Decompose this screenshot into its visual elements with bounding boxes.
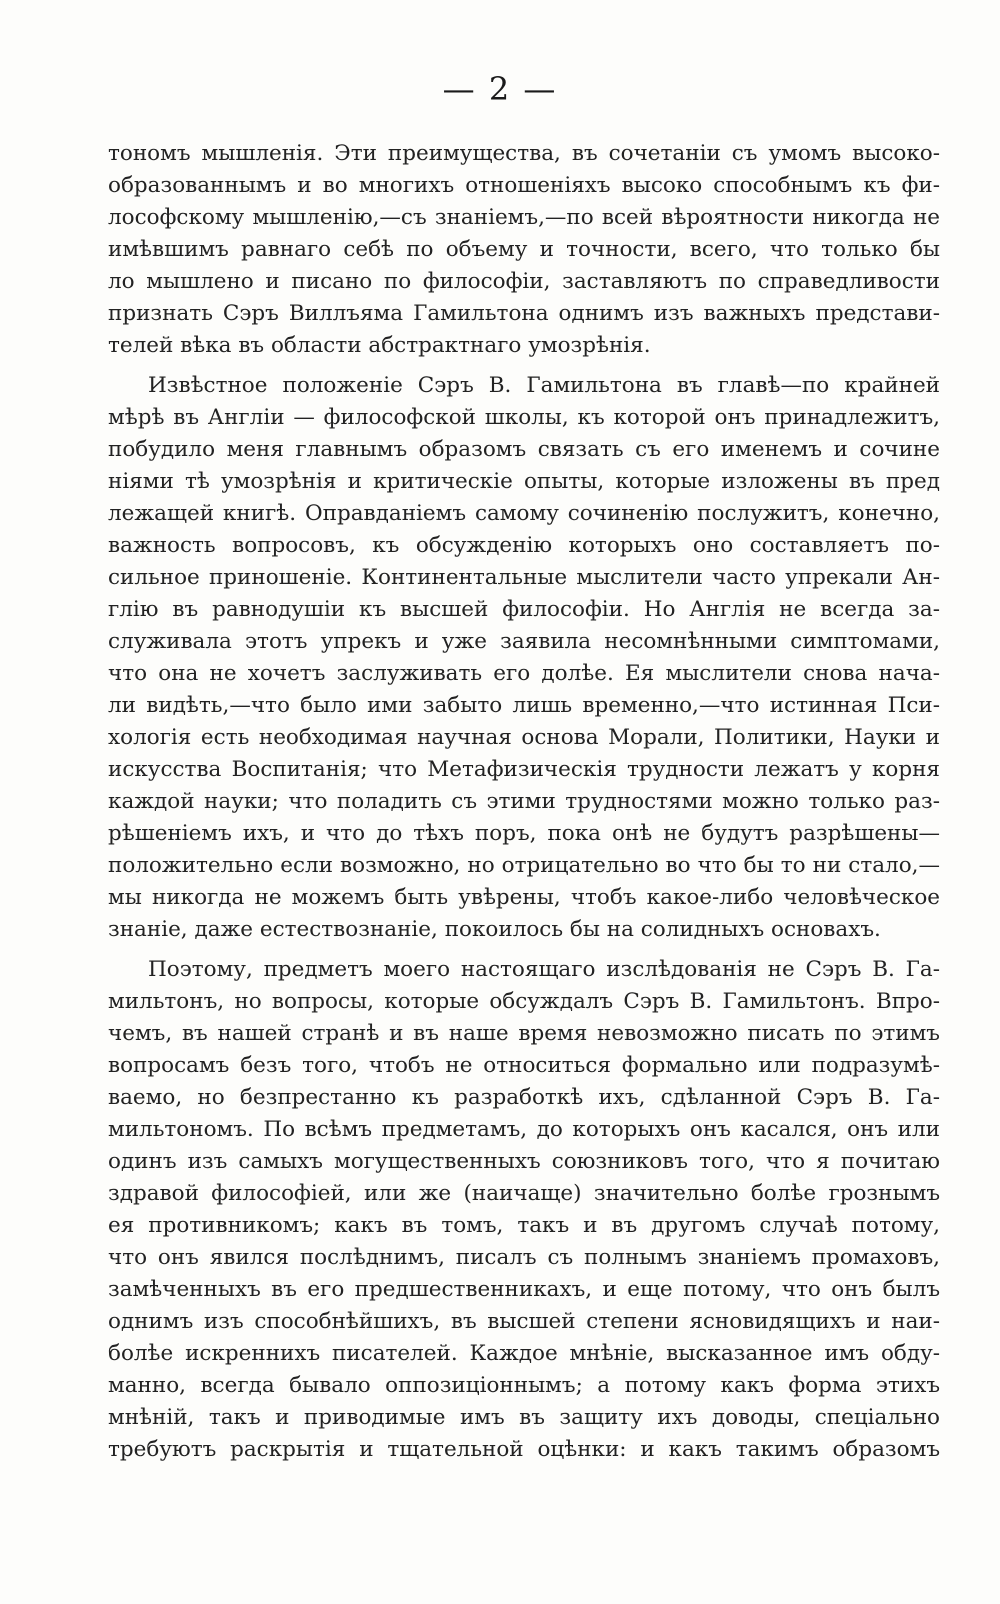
text-line: вопросамъ безъ того, чтобъ не относиться формально или подразумѣ- [108,1053,940,1078]
text-line: Поэтому, предметъ моего настоящаго изслѣдованія не Сэръ В. Га- [148,957,940,982]
text-line: каждой науки; что поладить съ этими трудностями можно только раз- [108,789,940,814]
text-line: мнѣній, такъ и приводимые имъ въ защиту ихъ доводы, спеціально [108,1405,940,1430]
paragraph-2 [108,370,940,946]
text-line: однимъ изъ способнѣйшихъ, въ высшей степени ясновидящихъ и наи- [108,1309,940,1334]
text-line: служивала этотъ упрекъ и уже заявила несомнѣнными симптомами, [108,629,940,654]
body-text [108,138,940,1466]
text-line: хологія есть необходимая научная основа Морали, Политики, Науки и [108,725,940,750]
text-line: важность вопросовъ, къ обсужденію которыхъ оно составляетъ по- [108,533,940,558]
text-line: ли видѣть,—что было ими забыто лишь временно,—что истинная Пси- [108,693,940,718]
text-line: ея противникомъ; какъ въ томъ, такъ и въ другомъ случаѣ потому, [108,1213,940,1238]
text-line: образованнымъ и во многихъ отношеніяхъ высоко способнымъ къ фи- [108,173,940,198]
text-line: положительно если возможно, но отрицательно во что бы то ни стало,— [108,853,940,878]
text-line: замѣченныхъ въ его предшественникахъ, и еще потому, что онъ былъ [108,1277,940,1302]
text-line: чемъ, въ нашей странѣ и въ наше время невозможно писать по этимъ [108,1021,940,1046]
text-line: что онъ явился послѣднимъ, писалъ съ полнымъ знаніемъ промаховъ, [108,1245,940,1270]
text-line: ваемо, но безпрестанно къ разработкѣ ихъ, сдѣланной Сэръ В. Га- [108,1085,940,1110]
text-line: болѣе искреннихъ писателей. Каждое мнѣніе, высказанное имъ обду- [108,1341,940,1366]
paragraph-3 [108,954,940,1466]
text-line: имѣвшимъ равнаго себѣ по объему и точности, всего, что только бы [108,237,940,262]
text-line: глію въ равнодушіи къ высшей философіи. Но Англія не всегда за- [108,597,940,622]
text-line: ніями тѣ умозрѣнія и критическіе опыты, которые изложены въ пред [108,469,940,494]
text-line: здравой философіей, или же (наичаще) значительно болѣе грознымъ [108,1181,940,1206]
text-line: телей вѣка въ области абстрактнаго умозрѣнія. [108,333,651,358]
text-line: Извѣстное положеніе Сэръ В. Гамильтона въ главѣ—по крайней [148,373,940,398]
text-line: лежащей книгѣ. Оправданіемъ самому сочиненію послужитъ, конечно, [108,501,940,526]
text-line: что она не хочетъ заслуживать его долѣе. Ея мыслители снова нача- [108,661,940,686]
text-line: одинъ изъ самыхъ могущественныхъ союзниковъ того, что я почитаю [108,1149,940,1174]
text-line: побудило меня главнымъ образомъ связать съ его именемъ и сочине [108,437,940,462]
text-line: лософскому мышленію,—съ знаніемъ,—по всей вѣроятности никогда не [108,205,940,230]
text-line: искусства Воспитанія; что Метафизическія трудности лежатъ у корня [108,757,940,782]
text-line: мильтономъ. По всѣмъ предметамъ, до которыхъ онъ касался, онъ или [108,1117,940,1142]
text-line: сильное приношеніе. Континентальные мыслители часто упрекали Ан- [108,565,940,590]
text-line: мы никогда не можемъ быть увѣрены, чтобъ какое-либо человѣческое [108,885,940,910]
paragraph-1 [108,138,940,362]
text-line: манно, всегда бывало оппозиціоннымъ; а потому какъ форма этихъ [108,1373,940,1398]
text-line: тономъ мышленія. Эти преимущества, въ сочетаніи съ умомъ высоко- [108,141,940,166]
text-line: ло мышлено и писано по философіи, заставляютъ по справедливости [108,269,940,294]
text-line: знаніе, даже естествознаніе, покоилось бы на солидныхъ основахъ. [108,917,881,942]
text-line: требуютъ раскрытія и тщательной оцѣнки: и какъ такимъ образомъ [108,1437,940,1462]
page-number: — 2 — [442,70,558,108]
text-line: признать Сэръ Виллъяма Гамильтона однимъ изъ важныхъ представи- [108,301,940,326]
text-line: рѣшеніемъ ихъ, и что до тѣхъ поръ, пока онѣ не будутъ разрѣшены— [108,821,940,846]
text-line: мильтонъ, но вопросы, которые обсуждалъ Сэръ В. Гамильтонъ. Впро- [108,989,940,1014]
text-line: мѣрѣ въ Англіи — философской школы, къ которой онъ принадлежитъ, [108,405,940,430]
